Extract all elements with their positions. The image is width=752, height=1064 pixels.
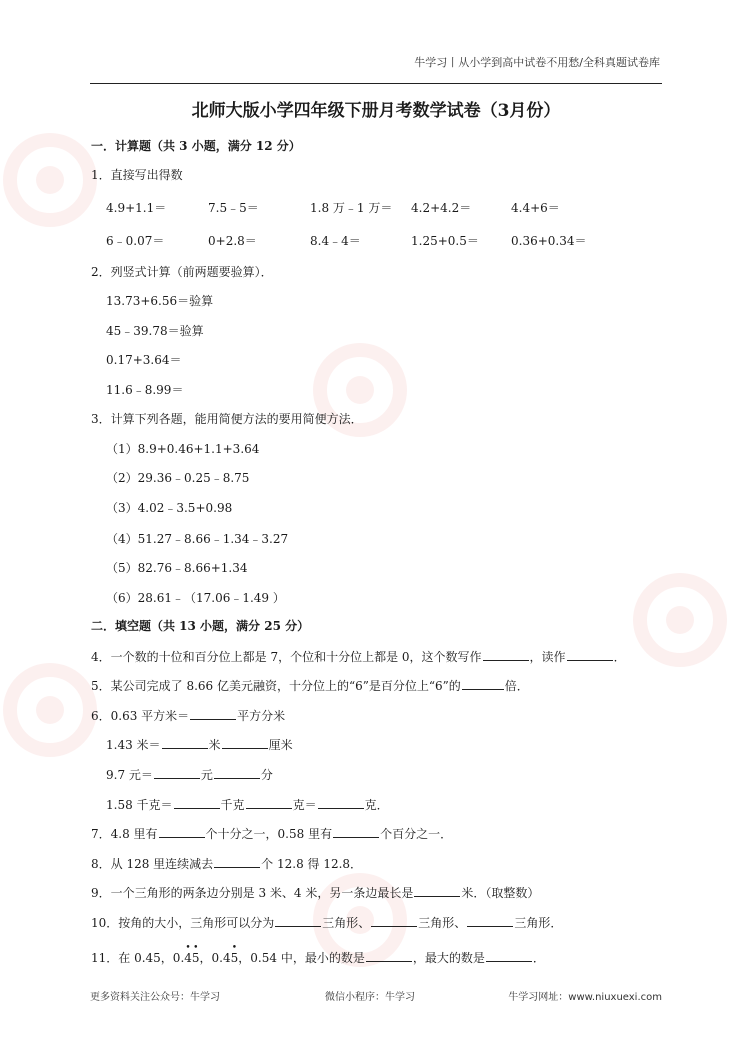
- q2-item: 45﹣39.78＝验算: [106, 324, 204, 338]
- answer-blank[interactable]: [483, 648, 529, 661]
- q1-row1-item: 4.2+4.2＝: [411, 201, 472, 215]
- answer-blank[interactable]: [190, 707, 236, 720]
- q6-line2: 1.43 米＝ 米 厘米: [106, 738, 293, 752]
- watermark-logo-icon: [300, 330, 420, 450]
- q4: 4．一个数的十位和百分位上都是 7，个位和十分位上都是 0，这个数写作 ，读作 ．: [91, 650, 626, 664]
- q3-label: 3．计算下列各题，能用简便方法的要用简便方法．: [91, 412, 363, 426]
- footer-mid: 微信小程序：牛学习: [325, 992, 415, 1003]
- answer-blank[interactable]: [567, 648, 613, 661]
- q1-row2-item: 1.25+0.5＝: [411, 234, 479, 248]
- repeating-digit: • 5: [230, 943, 239, 965]
- answer-blank[interactable]: [371, 914, 417, 927]
- q3-item: （4）51.27﹣8.66﹣1.34﹣3.27: [106, 532, 289, 546]
- q1-label: 1．直接写出得数: [91, 168, 183, 182]
- answer-blank[interactable]: [318, 796, 364, 809]
- q2-label: 2．列竖式计算（前两题要验算）．: [91, 265, 273, 279]
- answer-blank[interactable]: [486, 949, 532, 962]
- q7: 7．4.8 里有 个十分之一，0.58 里有 个百分之一．: [91, 827, 453, 841]
- answer-blank[interactable]: [246, 796, 292, 809]
- q6-line3: 9.7 元＝ 元 分: [106, 768, 273, 782]
- footer-right: 牛学习网址：www.niuxuexi.com: [508, 992, 662, 1003]
- q3-item: （2）29.36﹣0.25﹣8.75: [106, 471, 250, 485]
- q3-item: （3）4.02﹣3.5+0.98: [106, 501, 233, 515]
- footer-left: 更多资料关注公众号：牛学习: [90, 992, 220, 1003]
- answer-blank[interactable]: [414, 884, 460, 897]
- answer-blank[interactable]: [214, 766, 260, 779]
- answer-blank[interactable]: [333, 825, 379, 838]
- q3-item: （6）28.61﹣（17.06﹣1.49 ）: [106, 591, 285, 605]
- q1-row2-item: 0+2.8＝: [208, 234, 257, 248]
- answer-blank[interactable]: [159, 825, 205, 838]
- answer-blank[interactable]: [214, 855, 260, 868]
- q8: 8．从 128 里连续减去 个 12.8 得 12.8．: [91, 857, 363, 871]
- repeating-digit: • 4: [184, 943, 192, 965]
- answer-blank[interactable]: [462, 677, 504, 690]
- q2-item: 11.6﹣8.99＝: [106, 383, 184, 397]
- q3-item: （1）8.9+0.46+1.1+3.64: [106, 442, 260, 456]
- q1-row1-item: 7.5﹣5＝: [208, 201, 259, 215]
- q1-row1-item: 1.8 万﹣1 万＝: [310, 201, 393, 215]
- page-title: 北师大版小学四年级下册月考数学试卷（3月份）: [191, 101, 561, 121]
- answer-blank[interactable]: [467, 914, 513, 927]
- q1-row2-item: 0.36+0.34＝: [511, 234, 587, 248]
- page-header: 牛学习丨从小学到高中试卷不用愁/全科真题试卷库: [414, 56, 660, 69]
- repeating-digit: • 5: [191, 943, 200, 965]
- answer-blank[interactable]: [366, 949, 412, 962]
- q6-line4: 1.58 千克＝ 千克 克＝ 克．: [106, 798, 389, 812]
- answer-blank[interactable]: [174, 796, 220, 809]
- q2-item: 13.73+6.56＝验算: [106, 294, 214, 308]
- q3-item: （5）82.76﹣8.66+1.34: [106, 561, 248, 575]
- section-calculation-heading: 一．计算题（共 3 小题，满分 12 分）: [91, 139, 301, 153]
- q5: 5．某公司完成了 8.66 亿美元融资，十分位上的“6”是百分位上“6”的 倍．: [91, 679, 529, 693]
- watermark-logo-icon: [620, 560, 740, 680]
- q1-row2-item: 8.4﹣4＝: [310, 234, 361, 248]
- q1-row1-item: 4.4+6＝: [511, 201, 560, 215]
- header-divider: [90, 83, 662, 84]
- section-fill-blank-heading: 二．填空题（共 13 小题，满分 25 分）: [91, 619, 310, 633]
- q2-item: 0.17+3.64＝: [106, 353, 182, 367]
- q10: 10．按角的大小，三角形可以分为 三角形、 三角形、 三角形．: [91, 916, 563, 930]
- answer-blank[interactable]: [275, 914, 321, 927]
- answer-blank[interactable]: [154, 766, 200, 779]
- q9: 9．一个三角形的两条边分别是 3 米、4 米，另一条边最长是 米．（取整数）: [91, 886, 540, 900]
- q11: 11．在 0.45，0. • 4 • 5，0.4 • 5，0.54 中，最小的数是 ，最大的数是 ．: [91, 943, 545, 965]
- q1-row2-item: 6﹣0.07＝: [106, 234, 165, 248]
- q6-line1: 6．0.63 平方米＝ 平方分米: [91, 709, 286, 723]
- q1-row1-item: 4.9+1.1＝: [106, 201, 167, 215]
- answer-blank[interactable]: [162, 736, 208, 749]
- answer-blank[interactable]: [222, 736, 268, 749]
